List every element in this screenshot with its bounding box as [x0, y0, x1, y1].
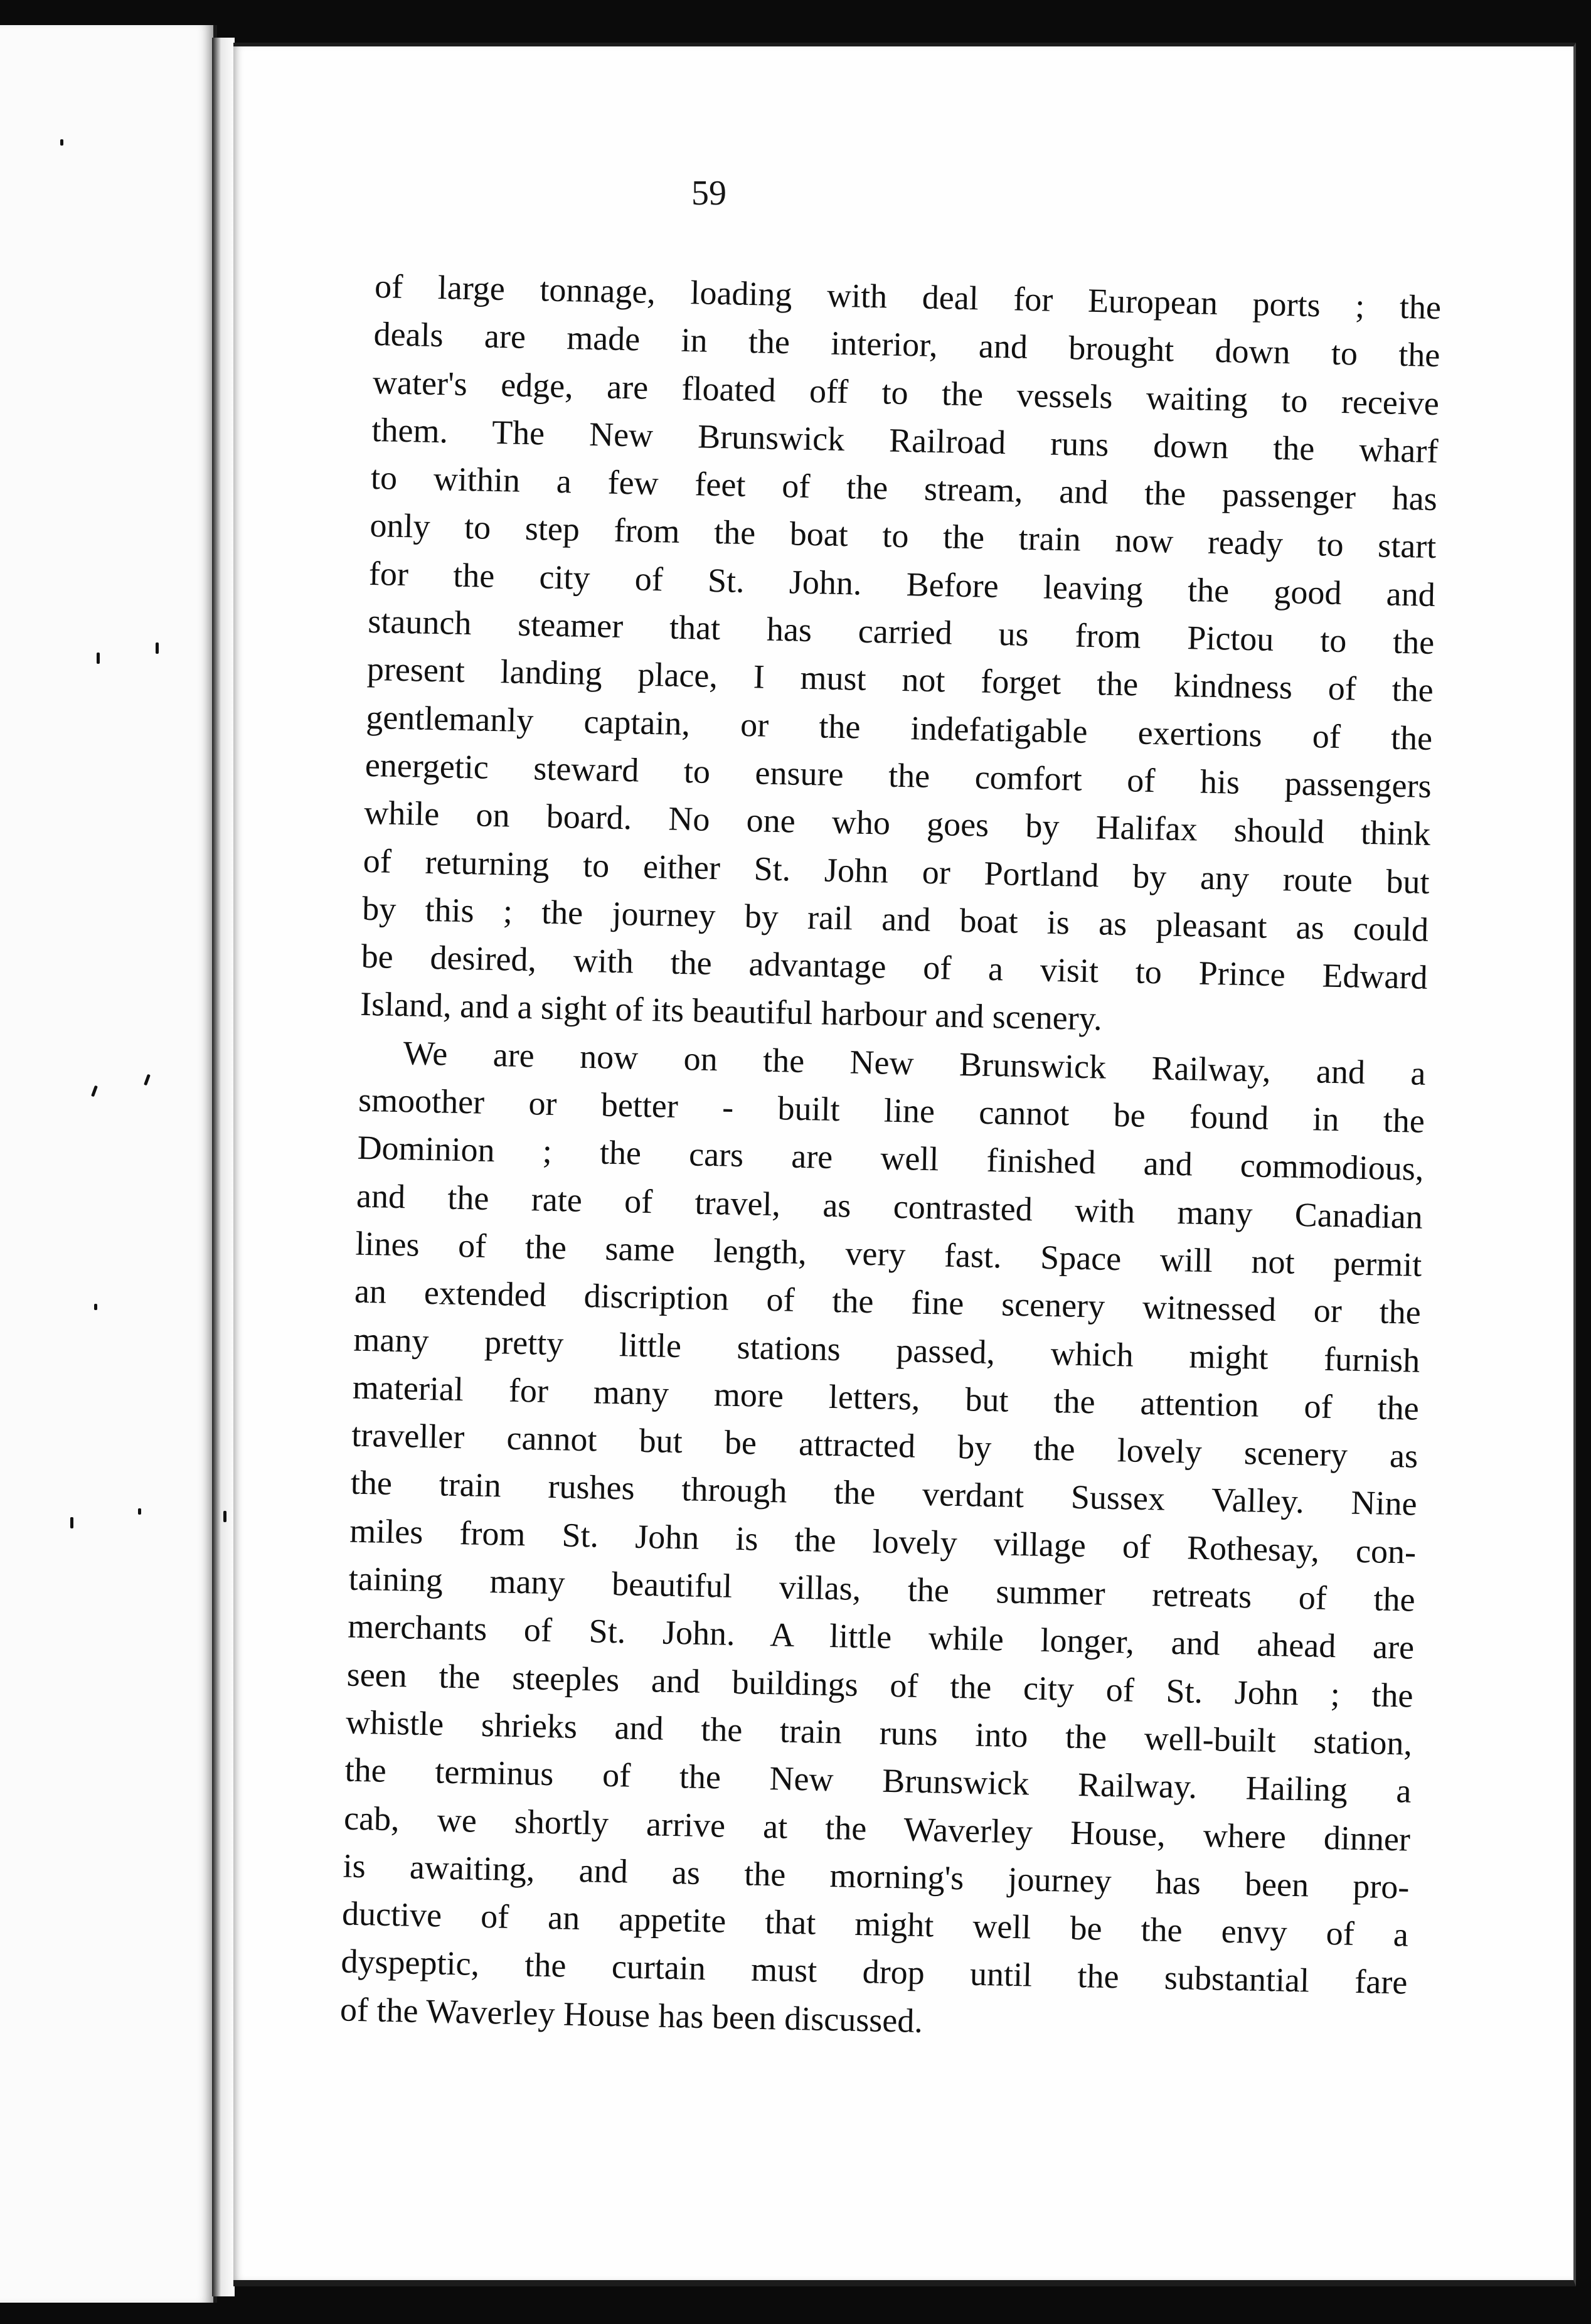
margin-speck: [223, 1511, 226, 1522]
text-line: energetic steward to ensure the comfort of his passengers: [364, 745, 1432, 805]
margin-speck: [60, 139, 63, 146]
margin-speck: [138, 1508, 141, 1515]
text-line: and the rate of travel, as contrasted with many Canadian: [356, 1176, 1423, 1236]
text-line: to within a few feet of the stream, and the passenger has: [370, 459, 1438, 518]
text-line: many pretty little stations passed, which might furnish: [353, 1320, 1420, 1380]
text-line: water's edge, are floated off to the vessels waiting to receive: [372, 363, 1440, 422]
text-line: merchants of St. John. A little while longer, and ahead are: [347, 1607, 1415, 1666]
text-line: whistle shrieks and the train runs into the well-built station,: [345, 1703, 1413, 1762]
text-line: seen the steeples and buildings of the city of St. John ; the: [346, 1655, 1414, 1715]
text-line: the train rushes through the verdant Sussex Valley. Nine: [350, 1464, 1418, 1523]
text-line: an extended discription of the fine scenery witnessed or the: [354, 1272, 1422, 1332]
text-line: is awaiting, and as the morning's journey has been pro-: [343, 1847, 1410, 1906]
margin-speck: [94, 1304, 97, 1310]
text-line: Island, and a sight of its beautiful harbour and scenery.: [359, 985, 1103, 1038]
text-line: while on board. No one who goes by Halifax should think: [363, 794, 1431, 853]
text-line: gentlemanly captain, or the indefatigable exertions of the: [365, 698, 1433, 757]
text-line: lines of the same length, very fast. Space will not permit: [355, 1224, 1422, 1284]
text-line: miles from St. John is the lovely village of Rothesay, con-: [349, 1511, 1417, 1571]
text-line: only to step from the boat to the train now ready to start: [369, 506, 1437, 566]
text-line: them. The New Brunswick Railroad runs down the wharf: [371, 410, 1439, 470]
text-line: be desired, with the advantage of a visit to Prince Edward: [361, 937, 1429, 997]
text-line: cab, we shortly arrive at the Waverley House, where dinner: [343, 1799, 1411, 1858]
text-line: the terminus of the New Brunswick Railway. Hailing a: [344, 1751, 1412, 1810]
text-line: ductive of an appetite that might well be the envy of a: [341, 1894, 1409, 1954]
text-line: of large tonnage, loading with deal for European ports ; the: [374, 267, 1442, 327]
page-number: 59: [691, 174, 726, 213]
text-line: for the city of St. John. Before leaving the good and: [368, 554, 1436, 614]
text-line: by this ; the journey by rail and boat is as pleasant as could: [361, 889, 1429, 949]
text-line: present landing place, I must not forget the kindness of the: [366, 650, 1434, 710]
text-line: taining many beautiful villas, the summer retreats of the: [348, 1559, 1416, 1619]
text-line: material for many more letters, but the attention of the: [352, 1368, 1420, 1427]
margin-speck: [70, 1517, 73, 1528]
left-page-edge: [0, 25, 217, 2303]
margin-speck: [97, 653, 100, 664]
text-line: traveller cannot but be attracted by the lovely scenery as: [351, 1415, 1418, 1475]
text-line: staunch steamer that has carried us from Pictou to the: [367, 602, 1435, 662]
body-text: [339, 262, 1441, 2055]
text-line: of returning to either St. John or Portland by any route but: [363, 841, 1430, 901]
text-line: Dominion ; the cars are well finished and commodious,: [357, 1129, 1424, 1188]
margin-speck: [156, 642, 159, 654]
text-line: deals are made in the interior, and brought down to the: [373, 315, 1440, 375]
text-line: smoother or better - built line cannot be found in the: [358, 1080, 1425, 1140]
book-gutter: [212, 38, 235, 2296]
text-line: dyspeptic, the curtain must drop until the substantial fare: [341, 1942, 1408, 2002]
text-line: of the Waverley House has been discussed.: [339, 1990, 923, 2040]
text-line: We are now on the New Brunswick Railway, and a: [403, 1033, 1426, 1092]
